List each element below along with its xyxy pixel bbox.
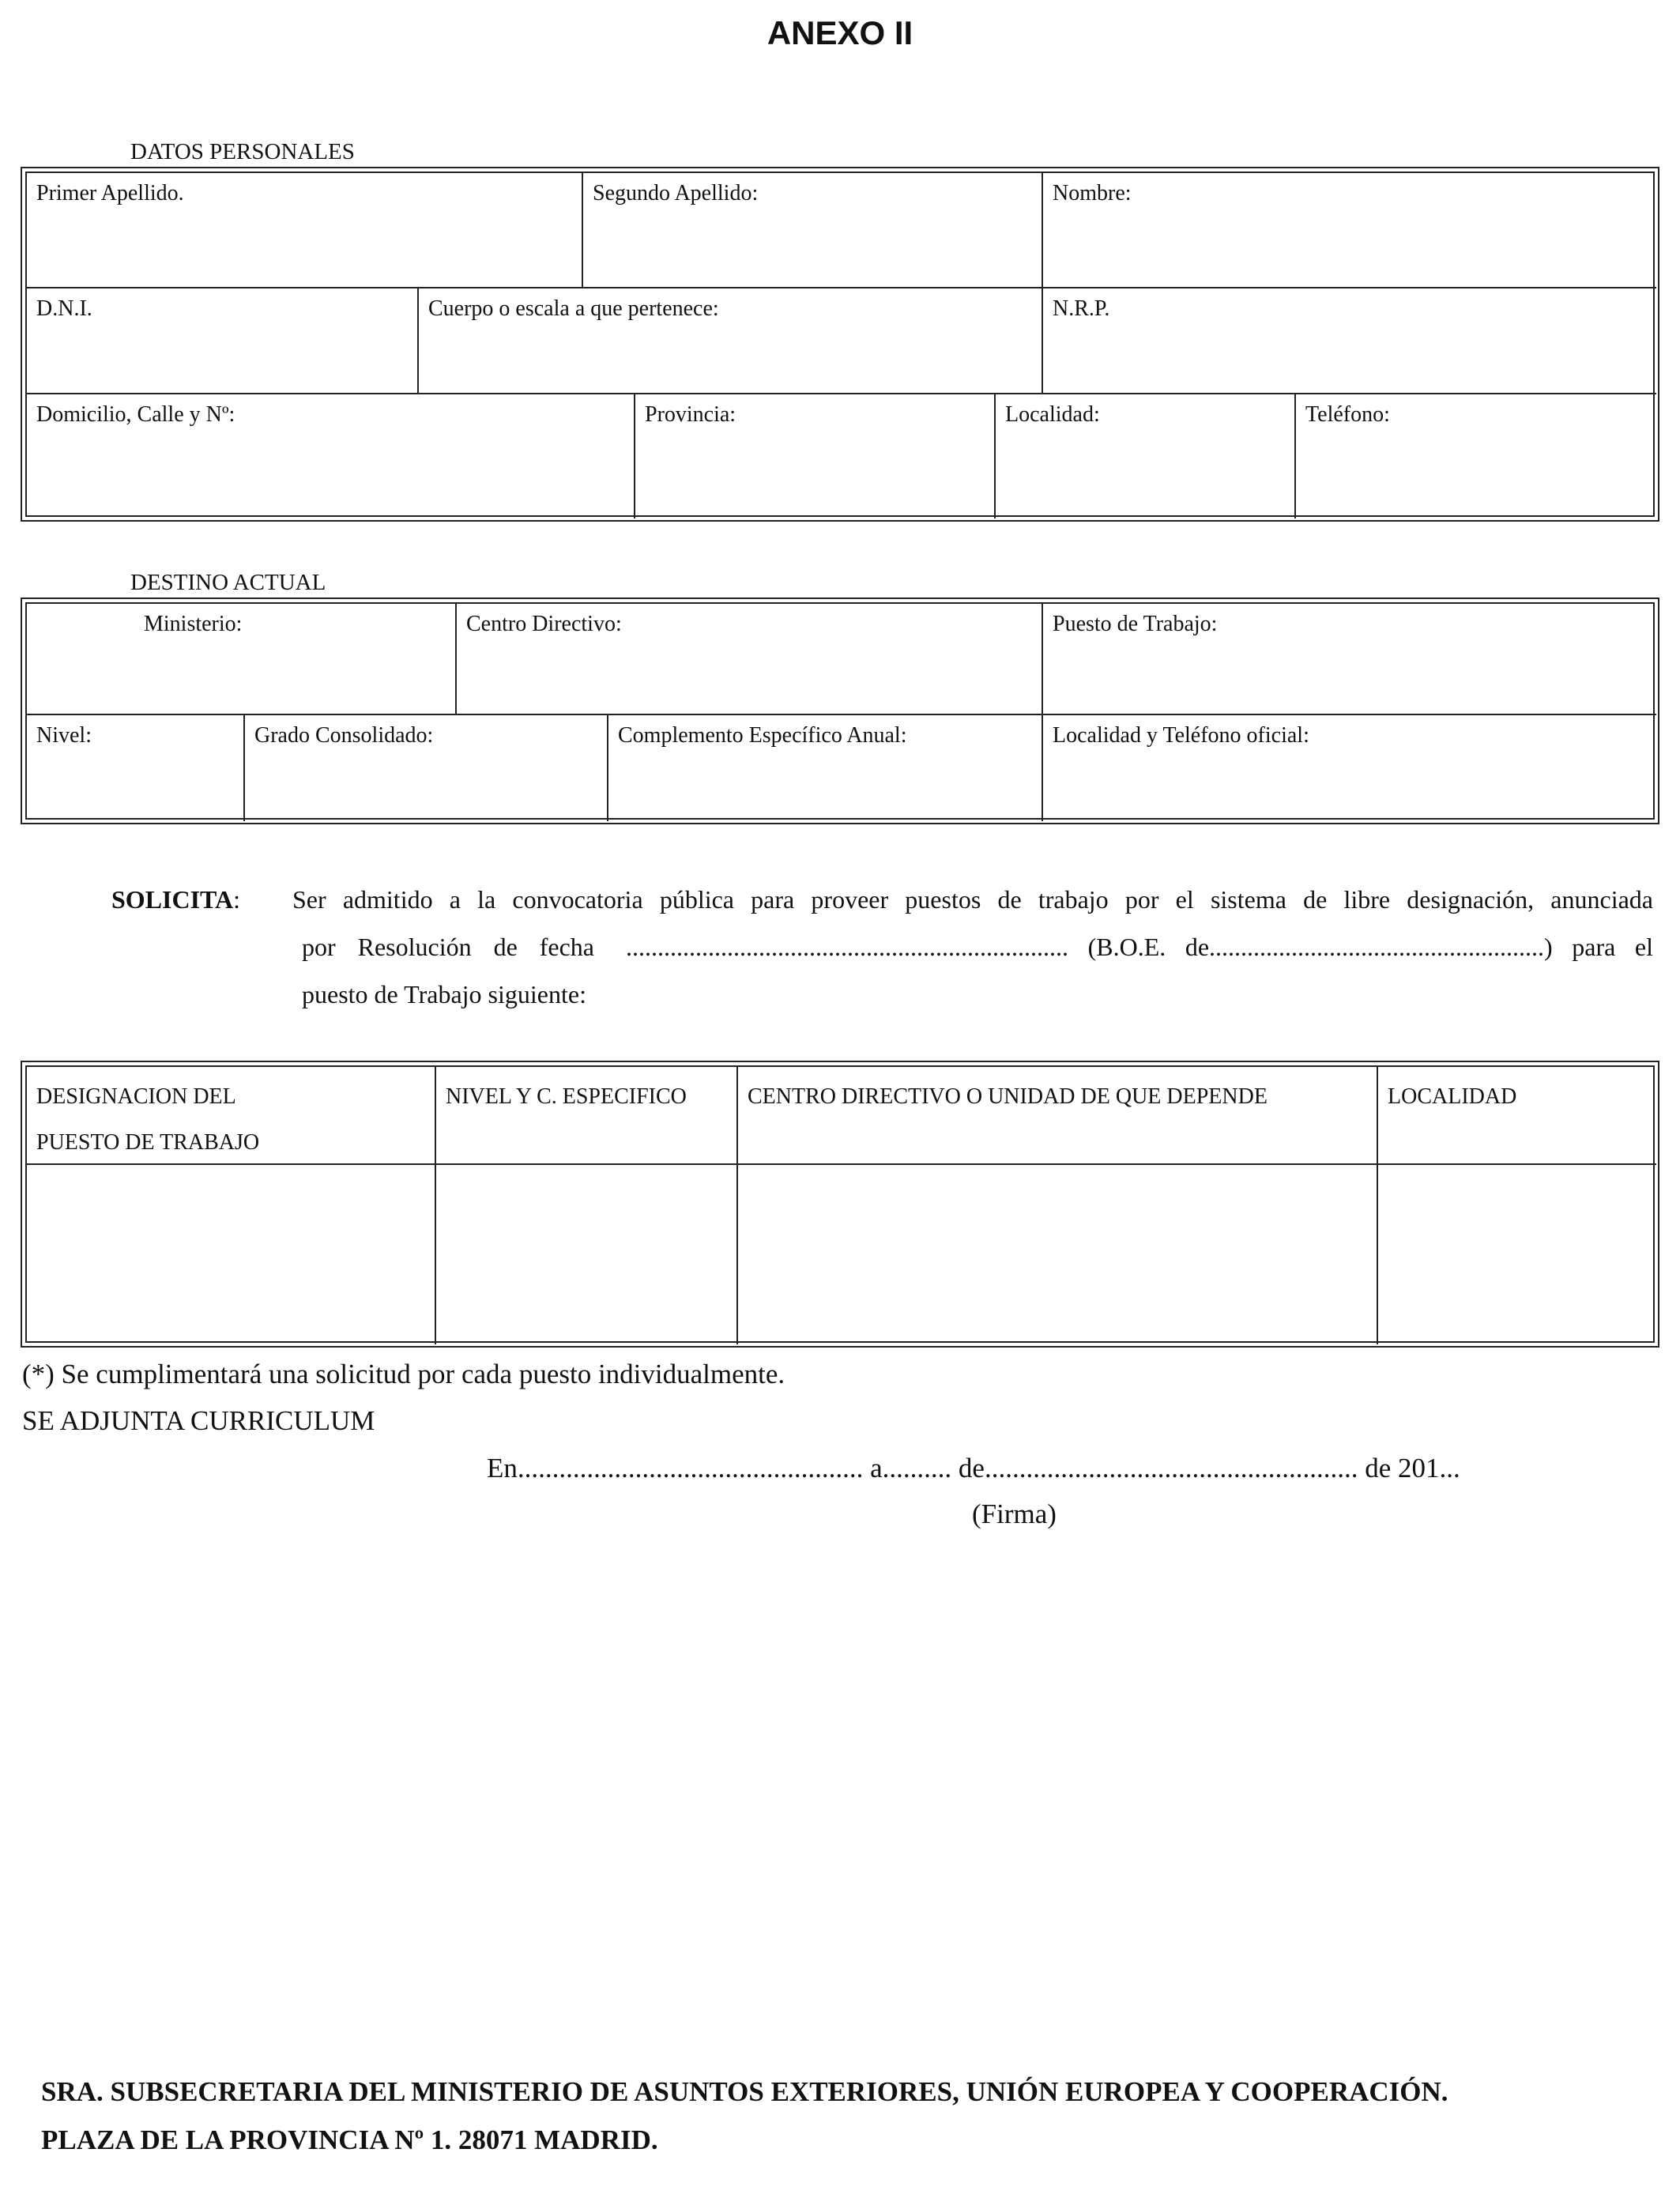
- footer-addressee: SRA. SUBSECRETARIA DEL MINISTERIO DE ASUNTOS EXTERIORES, UNIÓN EUROPEA Y COOPERACIÓN.: [41, 2076, 1448, 2107]
- centro-input-cell[interactable]: [738, 1165, 1378, 1344]
- fecha-lugar-line: En.................................................. a.......... de...................................................... de 201...: [487, 1453, 1460, 1483]
- datos-personales-heading: DATOS PERSONALES: [130, 139, 355, 164]
- cuerpo-field[interactable]: [419, 288, 1043, 394]
- page-title: ANEXO II: [767, 14, 913, 51]
- nivel-header-label: NIVEL Y C. ESPECIFICO: [446, 1084, 687, 1109]
- centro-header-label: CENTRO DIRECTIVO O UNIDAD DE QUE DEPENDE: [748, 1084, 1268, 1109]
- dni-field[interactable]: [27, 288, 419, 394]
- localidad-telefono-label: Localidad y Teléfono oficial:: [1053, 723, 1309, 748]
- solicita-line2b: ...................................................................... (B.O.E. de.....................................................) para el: [626, 933, 1653, 961]
- ministerio-label: Ministerio:: [144, 612, 243, 636]
- solicita-line1: Ser admitido a la convocatoria pública para proveer puestos de trabajo por el sistema de libre designación, anunciada: [292, 885, 1653, 914]
- nota-solicitud: (*) Se cumplimentará una solicitud por cada puesto individualmente.: [22, 1359, 785, 1389]
- domicilio-field[interactable]: [27, 394, 635, 518]
- telefono-label: Teléfono:: [1305, 402, 1390, 427]
- footer-address: PLAZA DE LA PROVINCIA Nº 1. 28071 MADRID.: [41, 2124, 658, 2155]
- puesto-table: [21, 1061, 1659, 1348]
- solicita-line2a: por Resolución de fecha: [302, 933, 594, 961]
- datos-personales-table: [21, 167, 1659, 522]
- provincia-field[interactable]: [635, 394, 996, 518]
- primer-apellido-field[interactable]: [27, 173, 583, 288]
- centro-directivo-field[interactable]: [457, 604, 1043, 715]
- centro-directivo-label: Centro Directivo:: [466, 612, 622, 636]
- ministerio-field[interactable]: [27, 604, 457, 715]
- nombre-label: Nombre:: [1053, 181, 1132, 205]
- designacion-line1: DESIGNACION DEL: [36, 1084, 236, 1109]
- grado-consolidado-label: Grado Consolidado:: [254, 723, 434, 748]
- localidad-input-cell[interactable]: [1378, 1165, 1656, 1344]
- grado-consolidado-field[interactable]: [245, 715, 608, 821]
- localidad-telefono-field[interactable]: [1043, 715, 1656, 821]
- header-centro: [738, 1067, 1378, 1165]
- nrp-label: N.R.P.: [1053, 296, 1110, 321]
- header-nivel: [436, 1067, 738, 1165]
- dni-label: D.N.I.: [36, 296, 92, 321]
- cuerpo-label: Cuerpo o escala a que pertenece:: [428, 296, 719, 321]
- complemento-field[interactable]: [608, 715, 1043, 821]
- solicita-label: SOLICITA: [111, 885, 234, 914]
- domicilio-label: Domicilio, Calle y Nº:: [36, 402, 235, 427]
- nivel-input-cell[interactable]: [436, 1165, 738, 1344]
- solicita-colon: :: [233, 885, 241, 914]
- designacion-line2: PUESTO DE TRABAJO: [36, 1130, 260, 1155]
- localidad-header-label: LOCALIDAD: [1388, 1084, 1517, 1109]
- firma-label: (Firma): [972, 1498, 1057, 1529]
- localidad-field[interactable]: [996, 394, 1296, 518]
- nombre-field[interactable]: [1043, 173, 1656, 288]
- primer-apellido-label: Primer Apellido.: [36, 181, 184, 205]
- localidad-label: Localidad:: [1005, 402, 1100, 427]
- destino-actual-table: [21, 598, 1659, 824]
- puesto-trabajo-field[interactable]: [1043, 604, 1656, 715]
- puesto-trabajo-label: Puesto de Trabajo:: [1053, 612, 1218, 636]
- nivel-label: Nivel:: [36, 723, 92, 748]
- segundo-apellido-field[interactable]: [583, 173, 1043, 288]
- complemento-label: Complemento Específico Anual:: [618, 723, 907, 748]
- header-designacion: [27, 1067, 436, 1165]
- nivel-field[interactable]: [27, 715, 245, 821]
- provincia-label: Provincia:: [645, 402, 736, 427]
- solicita-line3: puesto de Trabajo siguiente:: [302, 980, 586, 1008]
- header-localidad: [1378, 1067, 1656, 1165]
- destino-actual-heading: DESTINO ACTUAL: [130, 570, 326, 595]
- nrp-field[interactable]: [1043, 288, 1656, 394]
- telefono-field[interactable]: [1296, 394, 1656, 518]
- solicita-label-wrap: [111, 885, 240, 914]
- designacion-input-cell[interactable]: [27, 1165, 436, 1344]
- segundo-apellido-label: Segundo Apellido:: [593, 181, 759, 205]
- adjunta-curriculum: SE ADJUNTA CURRICULUM: [22, 1405, 375, 1436]
